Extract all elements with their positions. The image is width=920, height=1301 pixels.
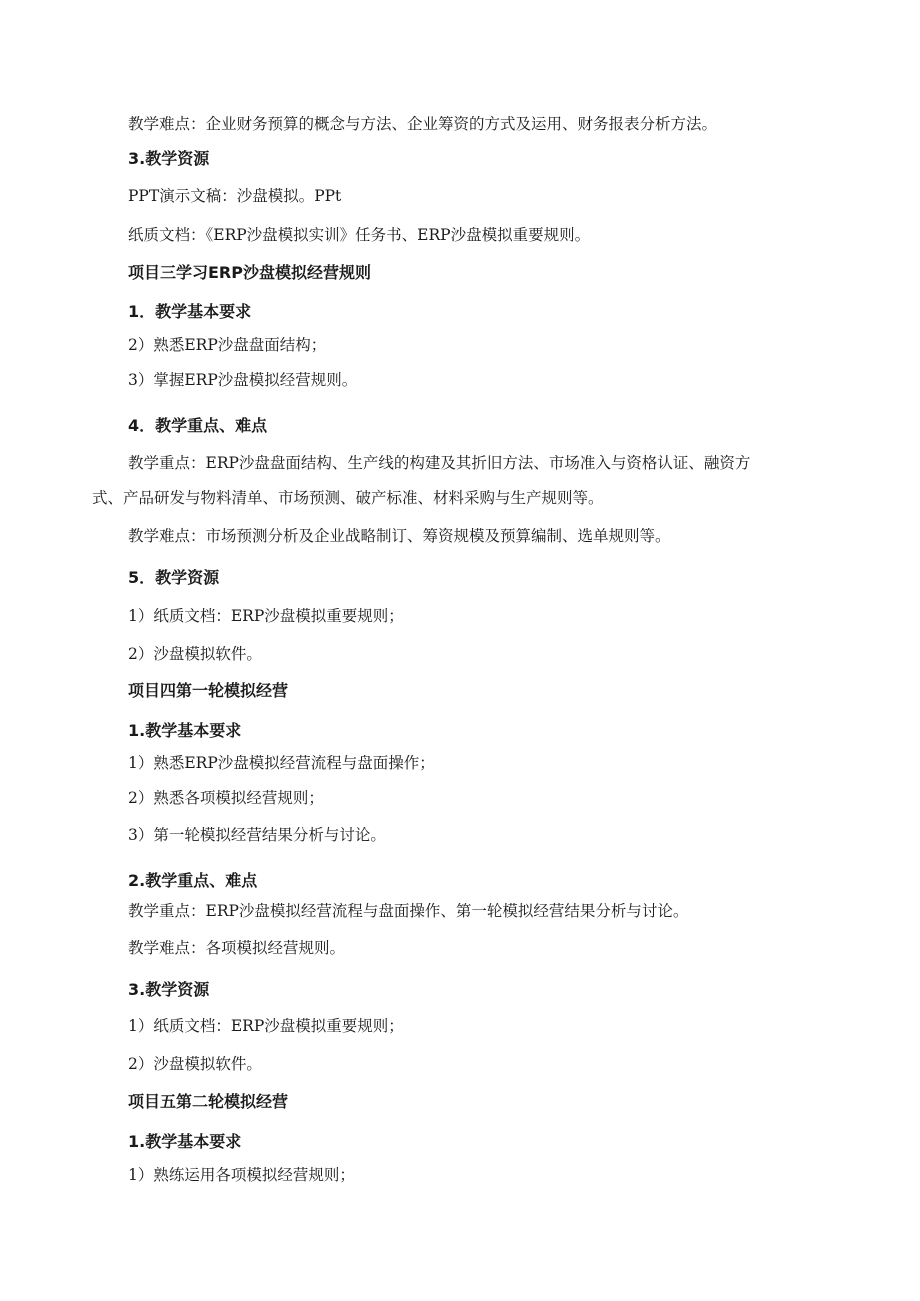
list-item: 2）沙盘模拟软件。 xyxy=(128,1055,262,1073)
list-item: 2）熟悉ERP沙盘盘面结构； xyxy=(128,336,327,354)
text-line: 纸质文档：《ERP沙盘模拟实训》任务书、ERP沙盘模拟重要规则。 xyxy=(128,226,591,244)
text-line: 教学难点：各项模拟经营规则。 xyxy=(128,939,346,957)
text-line: 教学重点：ERP沙盘盘面结构、生产线的构建及其折旧方法、市场准入与资格认证、融资方 xyxy=(128,454,751,472)
section-heading: 1.教学基本要求 xyxy=(128,1132,242,1151)
project-heading: 项目四第一轮模拟经营 xyxy=(128,681,289,700)
list-item: 3）掌握ERP沙盘模拟经营规则。 xyxy=(128,371,358,389)
text-line: 教学难点：市场预测分析及企业战略制订、筹资规模及预算编制、选单规则等。 xyxy=(128,527,671,545)
section-heading: 1．教学基本要求 xyxy=(128,302,252,321)
project-heading: 项目三学习ERP沙盘模拟经营规则 xyxy=(128,263,371,282)
text-line: PPT演示文稿：沙盘模拟。PPt xyxy=(128,187,342,205)
section-heading: 5．教学资源 xyxy=(128,568,220,587)
list-item: 1）熟练运用各项模拟经营规则； xyxy=(128,1166,355,1184)
section-heading: 3.教学资源 xyxy=(128,149,210,168)
list-item: 3）第一轮模拟经营结果分析与讨论。 xyxy=(128,826,386,844)
list-item: 1）熟悉ERP沙盘模拟经营流程与盘面操作； xyxy=(128,754,435,772)
text-line: 式、产品研发与物料清单、市场预测、破产标准、材料采购与生产规则等。 xyxy=(92,489,604,507)
section-heading: 3.教学资源 xyxy=(128,980,210,999)
list-item: 2）熟悉各项模拟经营规则； xyxy=(128,789,324,807)
text-line: 教学重点：ERP沙盘模拟经营流程与盘面操作、第一轮模拟经营结果分析与讨论。 xyxy=(128,902,689,920)
project-heading: 项目五第二轮模拟经营 xyxy=(128,1092,289,1111)
list-item: 1）纸质文档：ERP沙盘模拟重要规则； xyxy=(128,1017,404,1035)
text-line: 教学难点：企业财务预算的概念与方法、企业筹资的方式及运用、财务报表分析方法。 xyxy=(128,115,718,133)
list-item: 1）纸质文档：ERP沙盘模拟重要规则； xyxy=(128,607,404,625)
section-heading: 1.教学基本要求 xyxy=(128,721,242,740)
section-heading: 4．教学重点、难点 xyxy=(128,416,268,435)
list-item: 2）沙盘模拟软件。 xyxy=(128,645,262,663)
section-heading: 2.教学重点、难点 xyxy=(128,871,258,890)
